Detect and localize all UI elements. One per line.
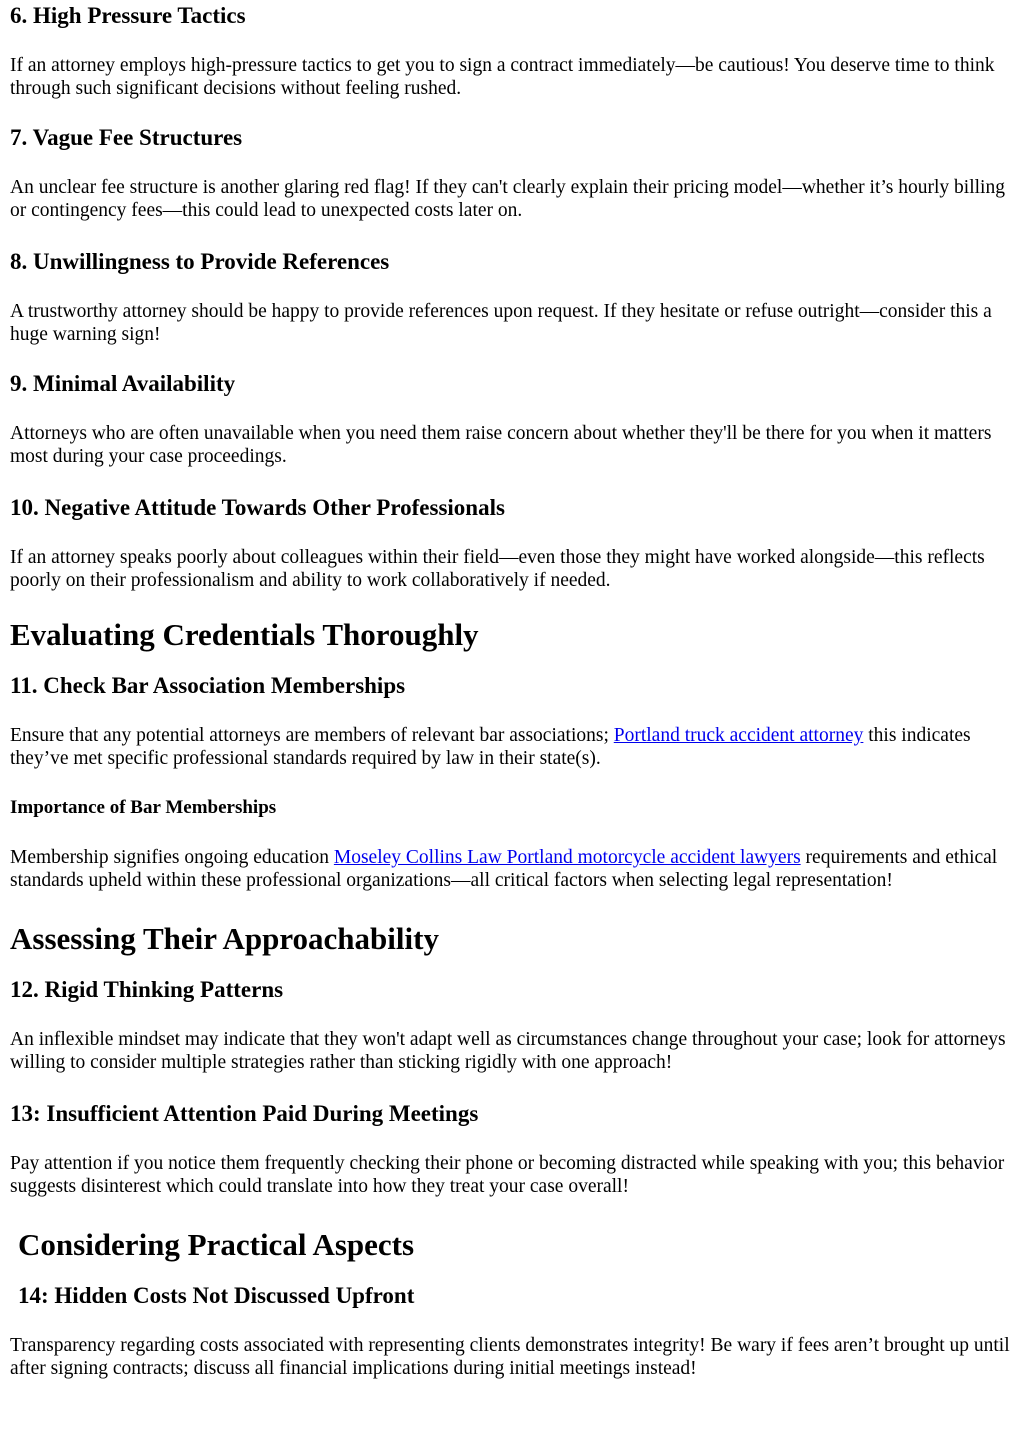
- paragraph-high-pressure-tactics: If an attorney employs high-pressure tactics to get you to sign a contract immediately—be cautious! You deserve time to think through such significant decisions without feeling rushed.: [10, 55, 995, 99]
- link-portland-truck-accident-attorney[interactable]: Portland truck accident attorney: [613, 725, 864, 746]
- article-body: [0, 2, 1024, 1380]
- text-after-link: this indicates they’ve met specific professional standards required by law in their state(s).: [10, 725, 971, 769]
- heading-negative-attitude: 10. Negative Attitude Towards Other Professionals: [10, 495, 505, 520]
- text-before-link: Ensure that any potential attorneys are members of relevant bar associations;: [10, 725, 614, 746]
- heading-practical-aspects: Considering Practical Aspects: [18, 1227, 415, 1262]
- paragraph-minimal-availability: Attorneys who are often unavailable when you need them raise concern about whether they'll be there for you when it matters most during your case proceedings.: [10, 423, 992, 467]
- link-moseley-collins-law[interactable]: Moseley Collins Law Portland motorcycle accident lawyers: [333, 847, 801, 868]
- heading-rigid-thinking: 12. Rigid Thinking Patterns: [10, 977, 284, 1002]
- paragraph-insufficient-attention: Pay attention if you notice them frequently checking their phone or becoming distracted while speaking with you; this behavior suggests disinterest which could translate into how they treat your case overall!: [10, 1153, 1005, 1197]
- heading-hidden-costs: 14: Hidden Costs Not Discussed Upfront: [18, 1283, 415, 1308]
- heading-minimal-availability: 9. Minimal Availability: [10, 371, 236, 396]
- heading-assessing-approachability: Assessing Their Approachability: [10, 921, 439, 956]
- text-before-link: Membership signifies ongoing education: [10, 847, 334, 868]
- heading-unwillingness-references: 8. Unwillingness to Provide References: [10, 249, 390, 274]
- paragraph-bar-association: [10, 724, 1014, 770]
- paragraph-rigid-thinking: An inflexible mindset may indicate that they won't adapt well as circumstances change throughout your case; look for attorneys willing to consider multiple strategies rather than sticking rigidly with one approach!: [10, 1029, 1006, 1073]
- paragraph-negative-attitude: If an attorney speaks poorly about colleagues within their field—even those they might have worked alongside—this reflects poorly on their professionalism and ability to work collaboratively if needed.: [10, 547, 985, 591]
- text-after-link: requirements and ethical standards upheld within these professional organizations—all critical factors when selecting legal representation!: [10, 847, 998, 891]
- paragraph-hidden-costs: Transparency regarding costs associated with representing clients demonstrates integrity! Be wary if fees aren’t brought up until after signing contracts; discuss all financial implications during initial meetings instead!: [10, 1335, 1010, 1379]
- paragraph-vague-fee-structures: An unclear fee structure is another glaring red flag! If they can't clearly explain their pricing model—whether it’s hourly billing or contingency fees—this could lead to unexpected costs later on.: [10, 177, 1005, 221]
- heading-evaluating-credentials: Evaluating Credentials Thoroughly: [10, 617, 479, 652]
- paragraph-importance-bar-memberships: [10, 846, 1014, 892]
- heading-bar-association: 11. Check Bar Association Memberships: [10, 673, 406, 698]
- heading-importance-bar-memberships: Importance of Bar Memberships: [10, 797, 277, 818]
- heading-insufficient-attention: 13: Insufficient Attention Paid During Meetings: [10, 1101, 479, 1126]
- heading-vague-fee-structures: 7. Vague Fee Structures: [10, 125, 243, 150]
- paragraph-unwillingness-references: A trustworthy attorney should be happy to provide references upon request. If they hesitate or refuse outright—consider this a huge warning sign!: [10, 301, 992, 345]
- heading-high-pressure-tactics: 6. High Pressure Tactics: [10, 3, 246, 28]
